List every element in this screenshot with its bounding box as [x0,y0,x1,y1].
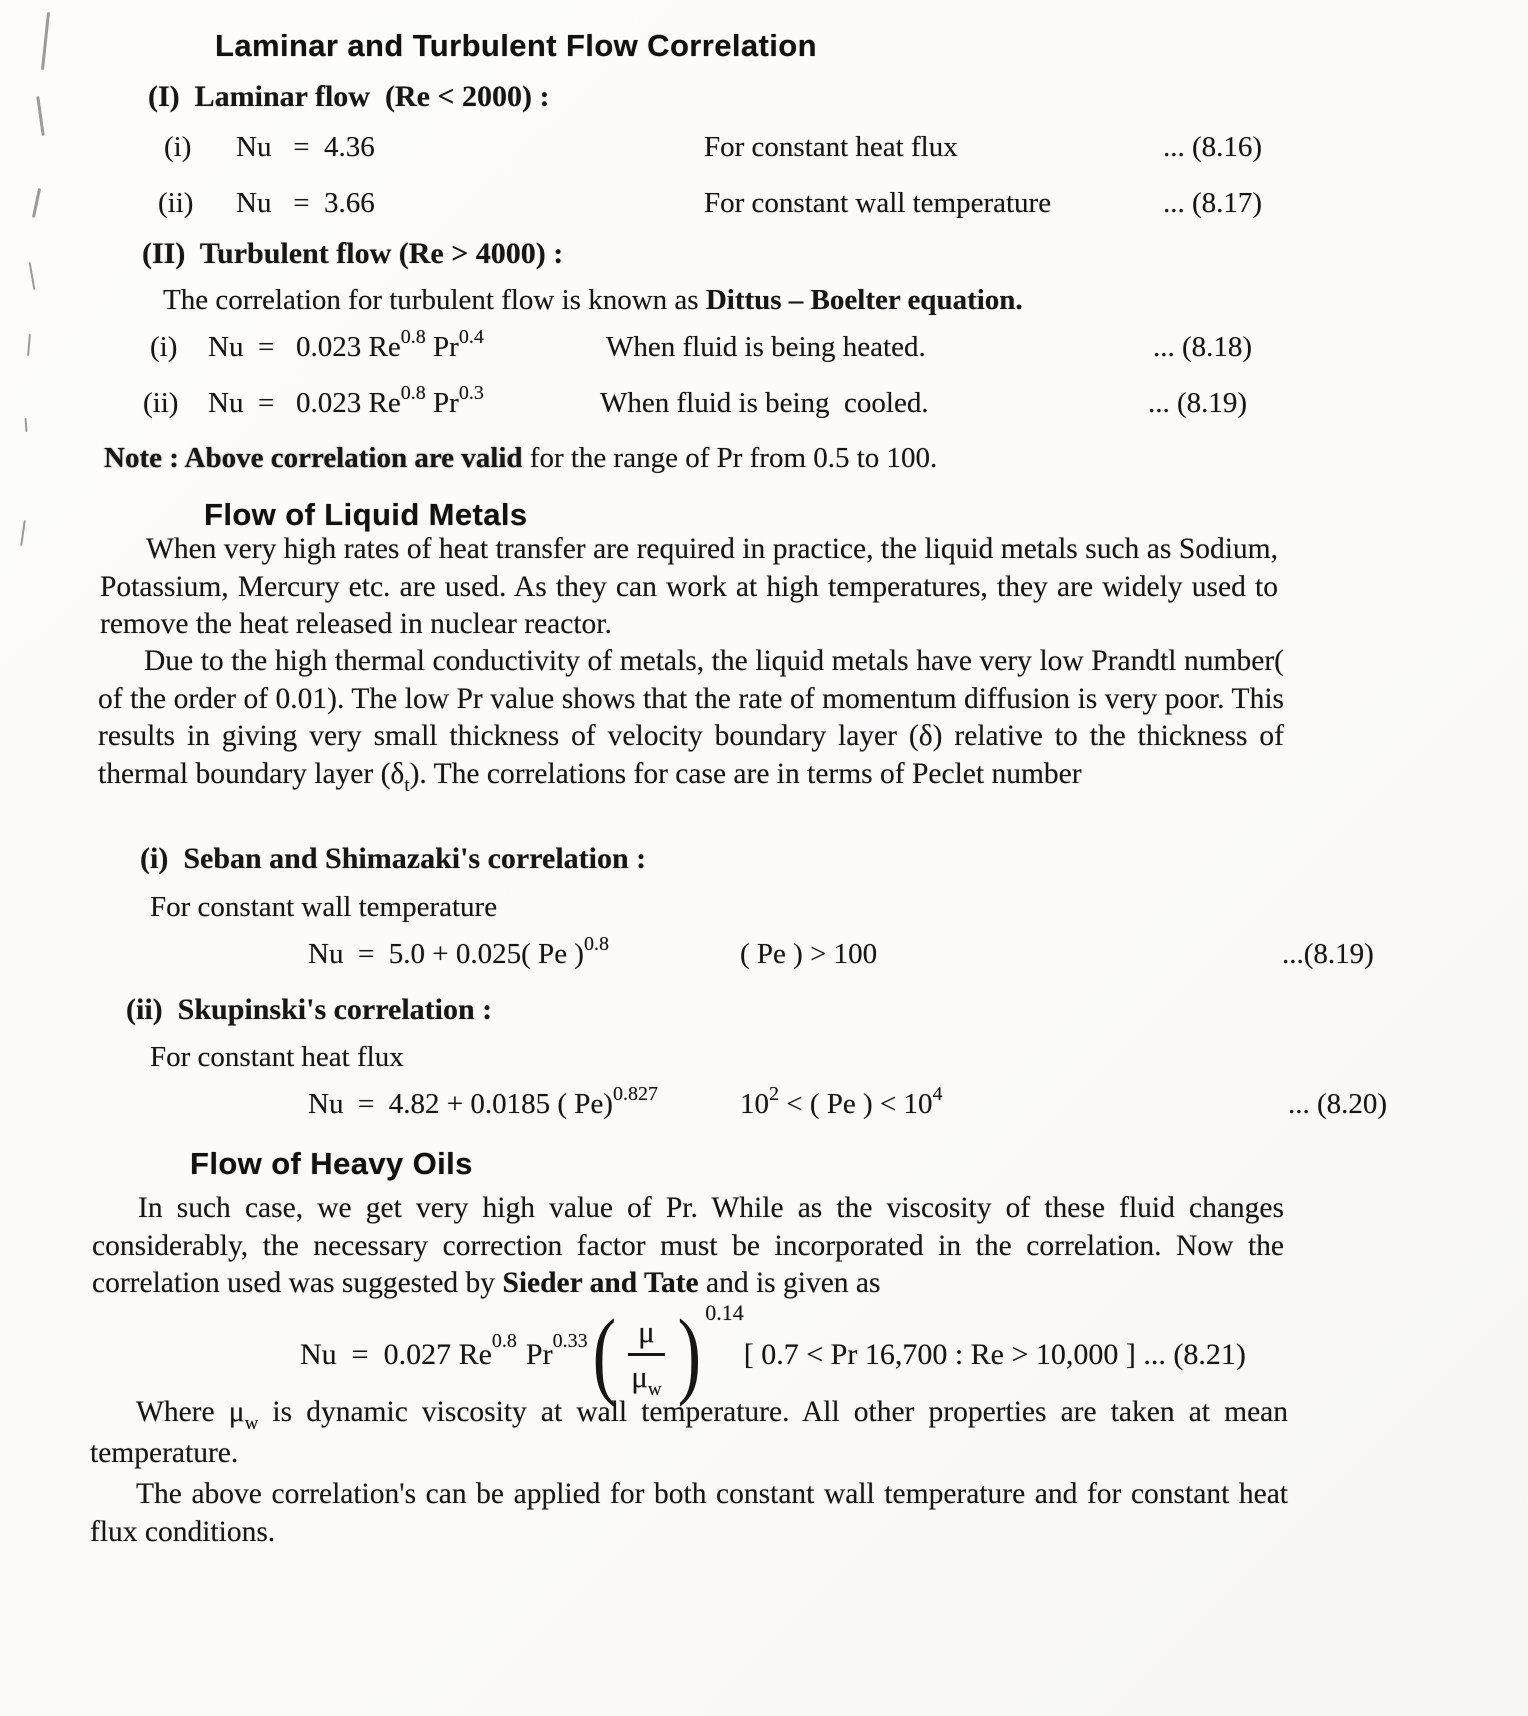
equation-ref: ... (8.21) [1135,1337,1246,1371]
item-label: (i) [150,331,178,363]
exponent: 0.8 [583,933,609,955]
note-label: Note : Above correlation are valid [104,442,523,474]
liquid-metals-paragraph-2 [98,643,1284,796]
laminar-flow-heading: (I) Laminar flow (Re < 2000) : [148,80,550,113]
liquid-metals-heading: Flow of Liquid Metals [204,497,528,532]
condition-text: For constant wall temperature [704,187,1052,219]
exponent: 0.8 [400,382,426,404]
equation-row-seban [0,933,1528,982]
equation-text: Nu = 3.66 [236,187,375,219]
paragraph-text: is dynamic viscosity at wall temperature. All other properties are taken at mean temperature. [90,1396,1289,1469]
equation-row-8-17 [0,187,1528,227]
close-paren: ) [677,1299,701,1408]
closing-paragraph: The above correlation's can be applied for both constant wall temperature and for constant heat flux conditions. [90,1478,1288,1548]
item-label: (ii) [158,187,194,219]
skupinski-heading: (ii) Skupinski's correlation : [126,993,493,1026]
sieder-tate-name: Sieder and Tate [502,1267,699,1299]
exponent: 2 [769,1083,779,1105]
equation-text: Nu = 4.36 [236,131,375,163]
condition-text: ( Pe ) > 100 [740,938,878,970]
equation-text: Nu = 0.023 $Re^{0.8}$ $Pr^{0.3}$ [208,382,484,419]
turbulent-intro [163,284,1023,317]
dittus-boelter-name: Dittus – Boelter equation. [705,284,1023,316]
where-paragraph [90,1394,1288,1472]
note-line [104,442,937,475]
scan-artifact [29,262,36,290]
mu-symbol: μ [228,1396,245,1428]
seban-heading: (i) Seban and Shimazaki's correlation : [140,842,647,875]
scan-artifact [41,12,50,70]
condition-text: $10^2$ < ( Pe ) < $10^4$ [740,1083,943,1120]
paragraph-text: and is given as [698,1267,881,1299]
paren-exponent: 0.14 [705,1300,744,1325]
condition-text: For constant heat flux [704,131,958,163]
equation-row-8-16 [0,131,1528,171]
exponent: 0.33 [552,1330,588,1352]
equation-ref: ... (8.18) [1153,331,1253,363]
equation-ref: ... (8.16) [1163,131,1263,163]
exponent: 0.8 [491,1330,517,1352]
liquid-metals-paragraph-1: When very high rates of heat transfer are required in practice, the liquid metals such as Sodium, Potassium, Mercury etc. are used. As they can work at high temperatures, they are widely used to remove the heat released in nuclear reactor. [100,533,1278,640]
skupinski-condition-line: For constant heat flux [150,1041,404,1073]
paragraph-text: In such case, we get very high value of Pr. While as the viscosity of these fluid changes considerably, the necessary correction factor must be incorporated in the correlation. Now the correlation used was suggested by [92,1192,1284,1299]
equation-ref: ... (8.19) [1148,387,1248,419]
fraction-numerator: μ [628,1314,665,1356]
paragraph-text: ). The correlations for case are in terms of Peclet number [409,757,1082,790]
exponent: 0.827 [612,1083,658,1105]
exponent: 0.4 [458,326,484,348]
subscript-w: w [647,1379,662,1400]
note-text: for the range of Pr from 0.5 to 100. [522,442,938,474]
scan-artifact [20,520,26,546]
equation-text: Pr [525,1337,553,1371]
equation-text: Nu = 4.82 + 0.0185 ( Pe)$^{0.827}$ [308,1083,658,1120]
seban-condition-line: For constant wall temperature [150,891,498,923]
item-label: (ii) [143,387,179,419]
exponent: 0.3 [458,382,484,404]
paragraph-text: Due to the high thermal conductivity of metals, the liquid metals have very low Prandtl number( of the order of 0.01). The low Pr value shows that the rate of momentum diffusion is very poor. This results in giving very small thickness of velocity boundary layer (δ) relative to the thickness of thermal boundary layer (δ [98,645,1284,790]
heavy-oils-heading: Flow of Heavy Oils [190,1146,473,1181]
subscript-w: w [244,1413,259,1434]
exponent: 0.8 [400,326,426,348]
item-label: (i) [164,131,192,163]
equation-ref: ... (8.17) [1163,187,1263,219]
equation-text: Nu = 0.023 $Re^{0.8}$ $Pr^{0.4}$ [208,326,484,363]
equation-text: Nu = 0.027 Re [300,1337,492,1371]
delta-t-subscript: t [404,774,410,796]
open-paren: ( [592,1299,616,1408]
heavy-oils-paragraph [92,1190,1284,1303]
equation-row-8-18 [0,326,1528,375]
equation-row-8-20 [0,1083,1528,1132]
condition-text: When fluid is being cooled. [600,387,929,419]
intro-text: The correlation for turbulent flow is known as [163,284,706,316]
scan-artifact [36,96,45,136]
paragraph-text: Where [136,1396,229,1428]
page-title: Laminar and Turbulent Flow Correlation [215,28,817,63]
equation-ref: ...(8.19) [1282,938,1374,970]
viscosity-fraction [621,1314,671,1400]
turbulent-flow-heading: (II) Turbulent flow (Re > 4000) : [142,237,564,270]
fraction-denominator: $\mu_w$ [631,1359,662,1400]
equation-ref: ... (8.20) [1288,1088,1388,1120]
equation-text: Nu = 5.0 + 0.025( Pe )$^{0.8}$ [308,933,609,970]
validity-bracket: [ 0.7 < Pr 16,700 : Re > 10,000 ] [743,1337,1136,1371]
equation-row-8-19 [0,382,1528,431]
exponent: 4 [932,1083,943,1105]
condition-text: When fluid is being heated. [606,331,926,363]
